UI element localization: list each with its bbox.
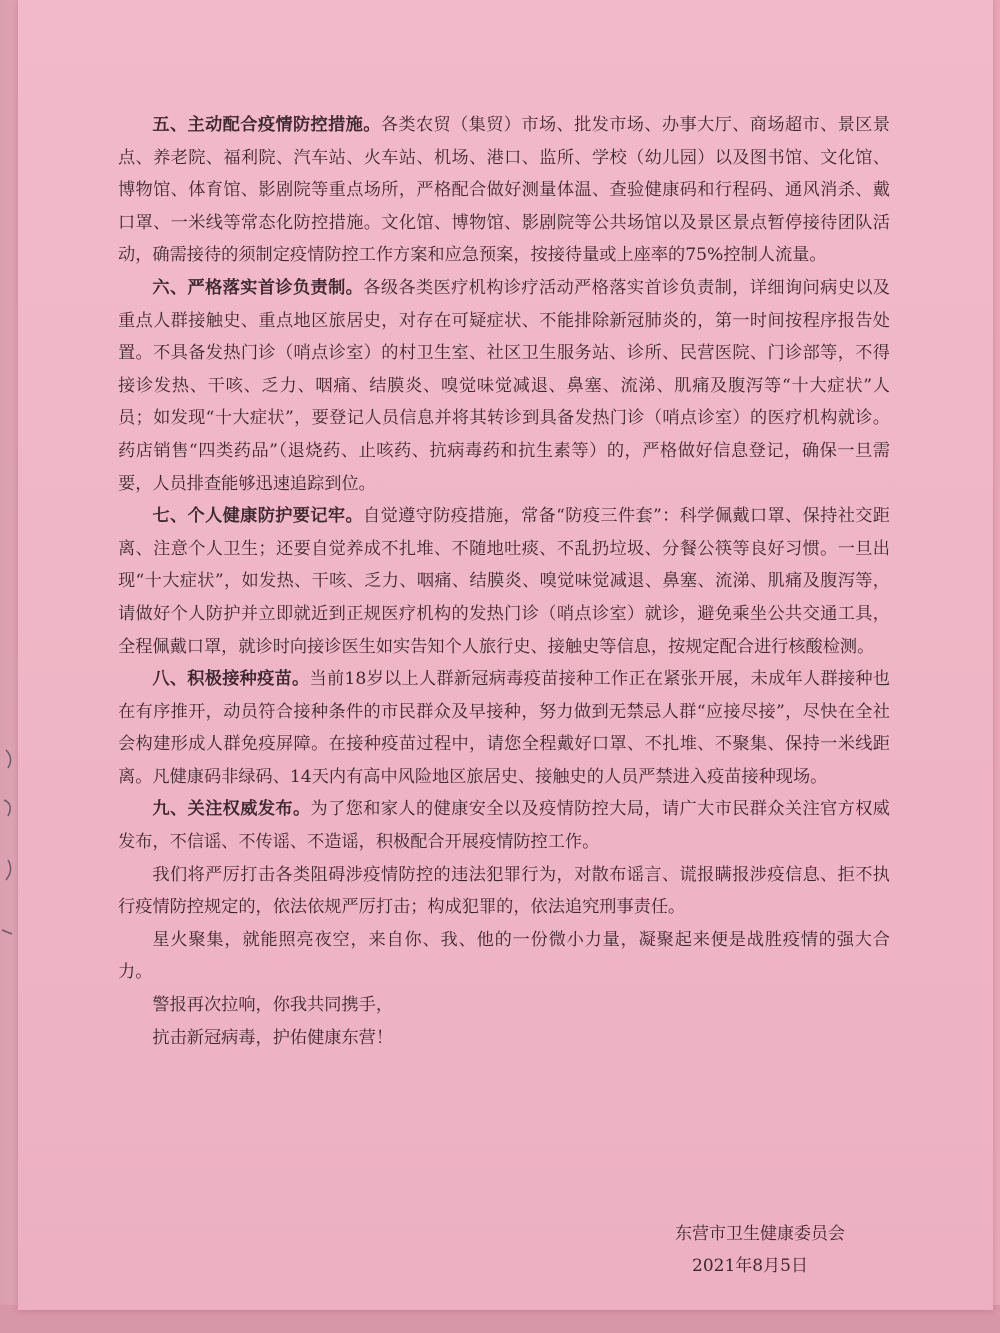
closing-line-1: 警报再次拉响，你我共同携手， bbox=[152, 995, 394, 1016]
paragraph-solidarity: 星火聚集，就能照亮夜空，来自你、我、他的一份微小力量，凝聚起来便是战胜疫情的强大合力。 bbox=[118, 929, 890, 983]
section-body: 为了您和家人的健康安全以及疫情防控大局，请广大市民群众关注官方权威发布，不信谣、不传谣、不造谣，积极配合开展疫情防控工作。 bbox=[118, 799, 890, 853]
closing-line-2: 抗击新冠病毒，护佑健康东营！ bbox=[152, 1027, 394, 1048]
section-body: 自觉遵守防疫措施，常备“防疫三件套”：科学佩戴口罩、保持社交距离、注意个人卫生；还要自觉养成不扎堆、不随地吐痰、不乱扔垃圾、分餐公筷等良好习惯。一旦出现“十大症状”，如发热、干咳、乏力、咽痛、结膜炎、嗅觉味觉减退、鼻塞、流涕、肌痛及腹泻等，请做好个人防护并立即就近到正规医疗机构的发热门诊（哨点诊室）就诊，避免乘坐公共交通工具，全程佩戴口罩，就诊时向接诊医生如实告知个人旅行史、接触史等信息，按规定配合进行核酸检测。 bbox=[118, 506, 890, 657]
signature-date: 2021年8月5日 bbox=[692, 1256, 808, 1276]
margin-handwriting-marks bbox=[0, 740, 30, 970]
section-body: 当前18岁以上人群新冠病毒疫苗接种工作正在紧张开展，未成年人群接种也在有序推开，动员符合接种条件的市民群众及早接种，努力做到无禁忌人群“应接尽接”，尽快在全社会构建形成人群免疫屏障。在接种疫苗过程中，请您全程戴好口罩、不扎堆、不聚集、保持一米线距离。凡健康码非绿码、14天内有高中风险地区旅居史、接触史的人员严禁进入疫苗接种现场。 bbox=[118, 669, 890, 787]
section-body: 各级各类医疗机构诊疗活动严格落实首诊负责制，详细询问病史以及重点人群接触史、重点地区旅居史，对存在可疑症状、不能排除新冠肺炎的，第一时间按程序报告处置。不具备发热门诊（哨点诊室）的村卫生室、社区卫生服务站、诊所、民营医院、门诊部等，不得接诊发热、干咳、乏力、咽痛、结膜炎、嗅觉味觉减退、鼻塞、流涕、肌痛及腹泻等“十大症状”人员；如发现“十大症状”，要登记人员信息并将其转诊到具备发热门诊（哨点诊室）的医疗机构就诊。药店销售“四类药品”（退烧药、止咳药、抗病毒药和抗生素等）的，严格做好信息登记，确保一旦需要，人员排查能够迅速追踪到位。 bbox=[118, 277, 890, 494]
section-heading: 五、主动配合疫情防控措施。 bbox=[152, 115, 381, 135]
signature-block bbox=[600, 1218, 900, 1282]
document-body bbox=[118, 109, 890, 1054]
section-heading: 六、严格落实首诊负责制。 bbox=[152, 277, 364, 298]
section-8 bbox=[118, 663, 890, 793]
section-6 bbox=[118, 272, 890, 500]
section-9 bbox=[118, 793, 890, 858]
signature-organization: 东营市卫生健康委员会 bbox=[675, 1224, 845, 1244]
section-7 bbox=[118, 500, 890, 663]
paragraph-crackdown: 我们将严厉打击各类阻碍涉疫情防控的违法犯罪行为，对散布谣言、谎报瞒报涉疫信息、拒不执行疫情防控规定的，依法依规严厉打击；构成犯罪的，依法追究刑事责任。 bbox=[118, 864, 890, 918]
section-5 bbox=[118, 109, 890, 272]
section-heading: 八、积极接种疫苗。 bbox=[152, 669, 310, 690]
section-heading: 七、个人健康防护要记牢。 bbox=[152, 506, 364, 527]
section-body: 各类农贸（集贸）市场、批发市场、办事大厅、商场超市、景区景点、养老院、福利院、汽车站、火车站、机场、港口、监所、学校（幼儿园）以及图书馆、文化馆、博物馆、体育馆、影剧院等重点场所，严格配合做好测量体温、查验健康码和行程码、通风消杀、戴口罩、一米线等常态化防控措施。文化馆、博物馆、影剧院等公共场馆以及景区景点暂停接待团队活动，确需接待的须制定疫情防控工作方案和应急预案，按接待量或上座率的75%控制人流量。 bbox=[118, 115, 890, 266]
section-heading: 九、关注权威发布。 bbox=[152, 799, 311, 820]
